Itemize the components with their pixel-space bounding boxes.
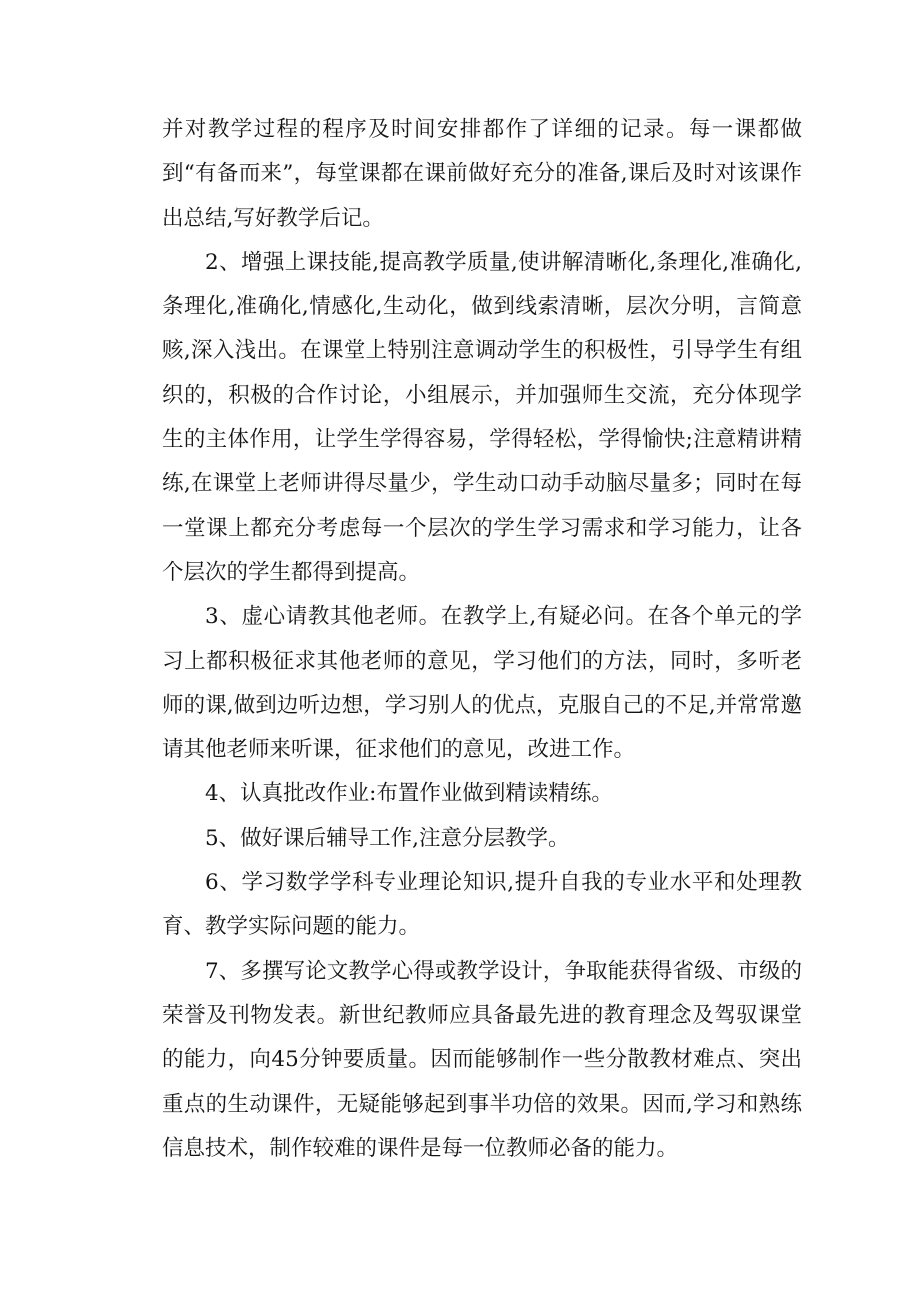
document-body: [162, 108, 802, 1171]
paragraph-item-4: 4、认真批改作业:布置作业做到精读精练。: [205, 781, 613, 807]
paragraph-continuation: 并对教学过程的程序及时间安排都作了详细的记录。每一课都做到“有备而来”，每堂课都在课前做好充分的准备,课后及时对该课作出总结,写好教学后记。: [162, 117, 802, 231]
paragraph-item-5: 5、做好课后辅导工作,注意分层教学。: [205, 825, 570, 851]
paragraph-item-3: 3、虚心请教其他老师。在教学上,有疑必问。在各个单元的学习上都积极征求其他老师的意见，学习他们的方法，同时，多听老师的课,做到边听边想，学习别人的优点，克服自己的不足,并常常邀请其他老师来听课，征求他们的意见，改进工作。: [162, 604, 802, 763]
paragraph-item-7: 7、多撰写论文教学心得或教学设计，争取能获得省级、市级的荣誉及刊物发表。新世纪教师应具备最先进的教育理念及驾驭课堂的能力，向45分钟要质量。因而能够制作一些分散教材难点、突出重点的生动课件，无疑能够起到事半功倍的效果。因而,学习和熟练信息技术，制作较难的课件是每一位教师必备的能力。: [162, 958, 802, 1161]
paragraph-item-2: 2、增强上课技能,提高教学质量,使讲解清晰化,条理化,准确化,条理化,准确化,情感化,生动化，做到线索清晰，层次分明，言简意赅,深入浅出。在课堂上特别注意调动学生的积极性，引导学生有组织的，积极的合作讨论，小组展示，并加强师生交流，充分体现学生的主体作用，让学生学得容易，学得轻松，学得愉快;注意精讲精练,在课堂上老师讲得尽量少，学生动口动手动脑尽量多；同时在每一堂课上都充分考虑每一个层次的学生学习需求和学习能力，让各个层次的学生都得到提高。: [162, 249, 802, 585]
paragraph-item-6: 6、学习数学学科专业理论知识,提升自我的专业水平和处理教育、教学实际问题的能力。: [162, 870, 802, 940]
